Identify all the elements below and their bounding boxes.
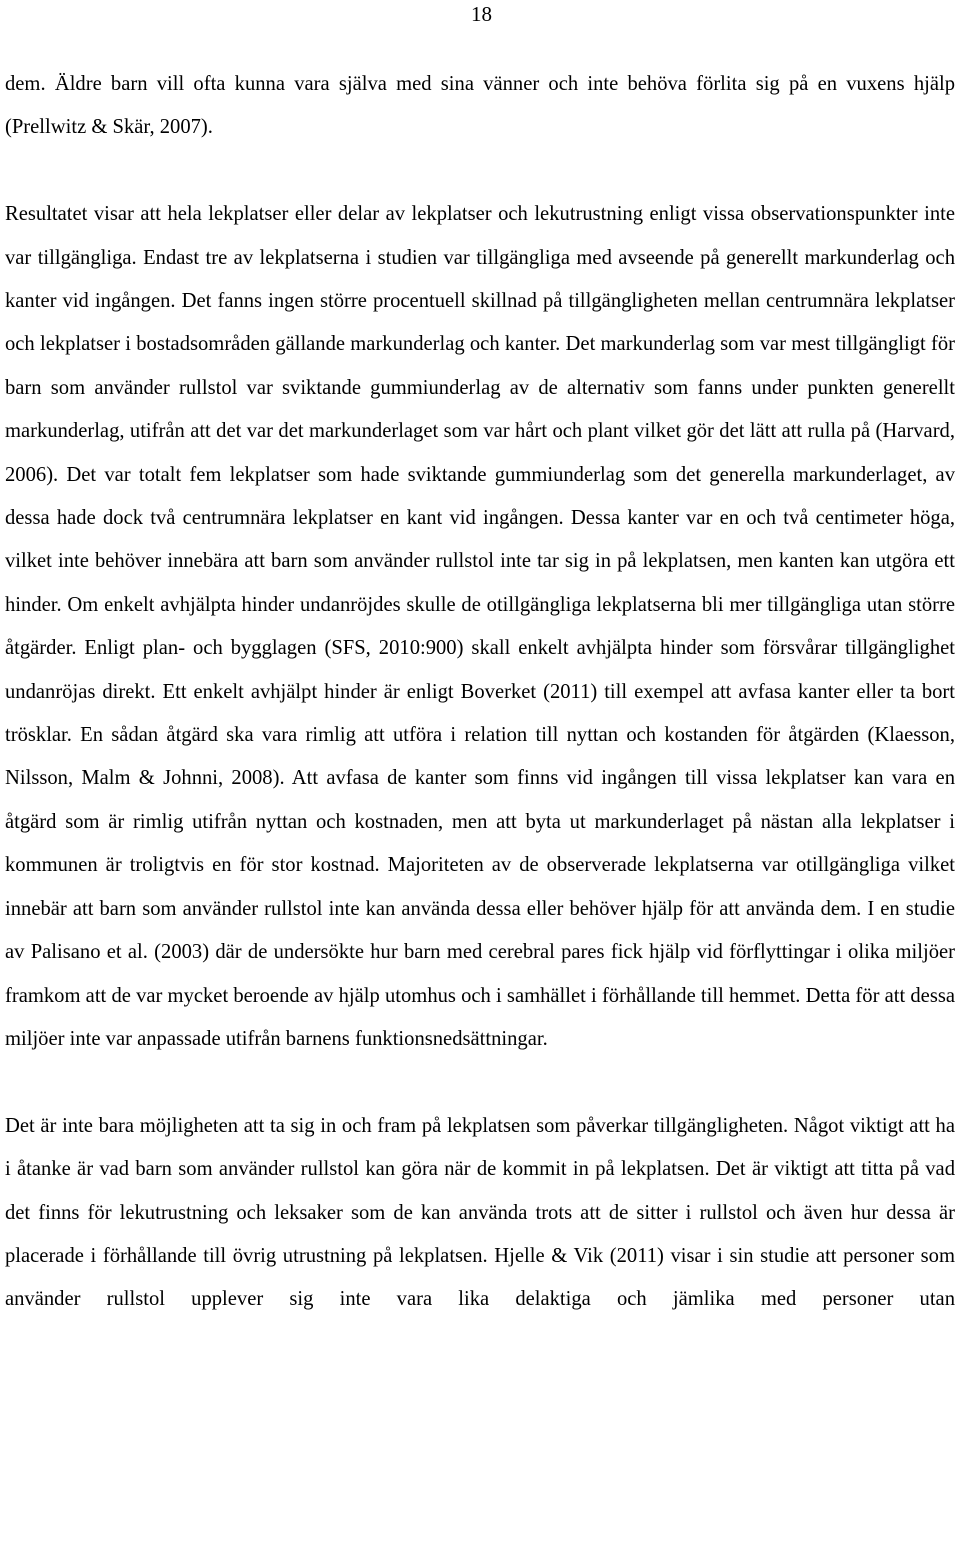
paragraph-gap	[5, 150, 955, 193]
document-body	[5, 63, 955, 1322]
paragraph-2: Resultatet visar att hela lekplatser eller delar av lekplatser och lekutrustning enligt vissa observationspunkter inte var tillgängliga. Endast tre av lekplatserna i studien var tillgängliga med avseende på generellt markunderlag och kanter vid ingången. Det fanns ingen större procentuell skillnad på tillgängligheten mellan centrumnära lekplatser och lekplatser i bostadsområden gällande markunderlag och kanter. Det markunderlag som var mest tillgängligt för barn som använder rullstol var sviktande gummiunderlag av de alternativ som fanns under punkten generellt markunderlag, utifrån att det var det markunderlaget som var hårt och plant vilket gör det lätt att rulla på (Harvard, 2006). Det var totalt fem lekplatser som hade sviktande gummiunderlag som det generella markunderlaget, av dessa hade dock två centrumnära lekplatser en kant vid ingången. Dessa kanter var en och två centimeter höga, vilket inte behöver innebära att barn som använder rullstol inte tar sig in på lekplatsen, men kanten kan utgöra ett hinder. Om enkelt avhjälpta hinder undanröjdes skulle de otillgängliga lekplatserna bli mer tillgängliga utan större åtgärder. Enligt plan- och bygglagen (SFS, 2010:900) skall enkelt avhjälpta hinder som försvårar tillgänglighet undanröjas direkt. Ett enkelt avhjälpt hinder är enligt Boverket (2011) till exempel att avfasa kanter eller ta bort trösklar. En sådan åtgärd ska vara rimlig att utföra i relation till nyttan och kostanden för åtgärden (Klaesson, Nilsson, Malm & Johnni, 2008). Att avfasa de kanter som finns vid ingången till vissa lekplatser kan vara en åtgärd som är rimlig utifrån nyttan och kostnaden, men att byta ut markunderlaget på nästan alla lekplatser i kommunen är troligtvis en för stor kostnad. Majoriteten av de observerade lekplatserna var otillgängliga vilket innebär att barn som använder rullstol inte kan använda dessa eller behöver hjälp för att använda dem. I en studie av Palisano et al. (2003) där de undersökte hur barn med cerebral pares fick hjälp vid förflyttingar i olika miljöer framkom att de var mycket beroende av hjälp utomhus och i samhället i förhållande till hemmet. Detta för att dessa miljöer inte var anpassade utifrån barnens funktionsnedsättningar.	[5, 203, 955, 1050]
paragraph-3: Det är inte bara möjligheten att ta sig in och fram på lekplatsen som påverkar tillgängligheten. Något viktigt att ha i åtanke är vad barn som använder rullstol kan göra när de kommit in på lekplatsen. Det är viktigt att titta på vad det finns för lekutrustning och leksaker som de kan använda trots att de sitter i rullstol och även hur dessa är placerade i förhållande till övrig utrustning på lekplatsen. Hjelle & Vik (2011) visar i sin studie att personer som använder rullstol upplever sig inte vara lika delaktiga och jämlika med personer utan	[5, 1114, 955, 1311]
paragraph-1: dem. Äldre barn vill ofta kunna vara själva med sina vänner och inte behöva förlita sig på en vuxens hjälp (Prellwitz & Skär, 2007).	[5, 73, 955, 139]
page-number: 18	[471, 2, 492, 26]
paragraph-gap	[5, 1061, 955, 1104]
